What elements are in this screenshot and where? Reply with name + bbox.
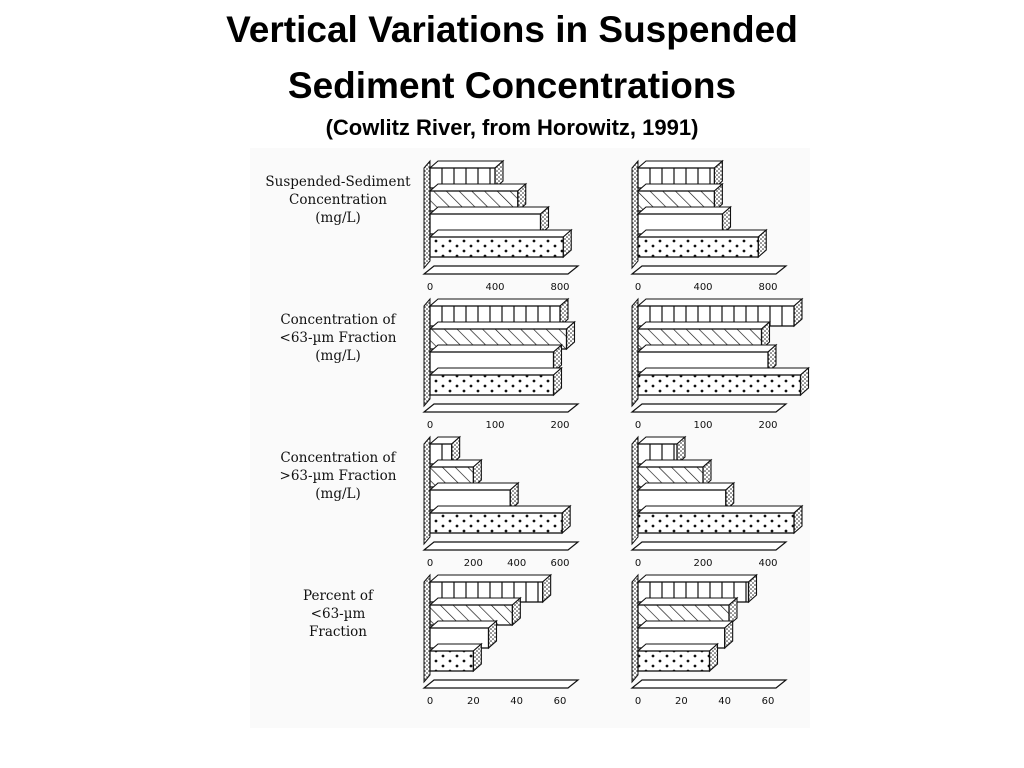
x-tick-label: 20 bbox=[466, 696, 480, 707]
x-tick-label: 0 bbox=[426, 282, 434, 293]
panel-r4-p2 bbox=[632, 575, 786, 707]
row-label-line: (mg/L) bbox=[315, 210, 361, 226]
bar-top-face bbox=[638, 621, 733, 628]
x-tick-label: 400 bbox=[758, 558, 778, 569]
panel-floor bbox=[632, 542, 786, 550]
bar bbox=[638, 506, 802, 533]
bar-front-face bbox=[638, 651, 710, 671]
x-tick-label: 400 bbox=[507, 558, 527, 569]
slide-title-line-1: Vertical Variations in Suspended bbox=[226, 9, 798, 50]
scanned-figure bbox=[250, 148, 810, 728]
bar-top-face bbox=[430, 345, 562, 352]
bar-front-face bbox=[430, 237, 563, 257]
panel-floor bbox=[632, 404, 786, 412]
panel-floor bbox=[424, 680, 578, 688]
row-label-line: Percent of bbox=[302, 588, 374, 604]
bar-front-face bbox=[430, 513, 562, 533]
x-tick-label: 100 bbox=[485, 420, 505, 431]
bar-top-face bbox=[430, 598, 520, 605]
bar-top-face bbox=[430, 506, 570, 513]
x-tick-label: 200 bbox=[693, 558, 713, 569]
row-label-line: (mg/L) bbox=[315, 486, 361, 502]
bar-top-face bbox=[638, 460, 711, 467]
row-label-line: <63-µm bbox=[310, 606, 366, 622]
bar-top-face bbox=[430, 575, 551, 582]
bar-top-face bbox=[430, 299, 568, 306]
bar-top-face bbox=[638, 483, 734, 490]
panel-floor bbox=[632, 266, 786, 274]
bar-chart-grid bbox=[250, 148, 810, 728]
bar-top-face bbox=[638, 368, 809, 375]
row-label-4 bbox=[303, 588, 374, 640]
x-tick-label: 0 bbox=[634, 420, 642, 431]
bar-top-face bbox=[430, 322, 575, 329]
bar bbox=[430, 644, 481, 671]
row-label-line: Concentration bbox=[289, 192, 387, 208]
panel-floor bbox=[424, 404, 578, 412]
row-label-line: Concentration of bbox=[280, 450, 396, 466]
bar-top-face bbox=[638, 322, 770, 329]
panel-r1-p2 bbox=[632, 161, 786, 293]
panel-r2-p1 bbox=[424, 299, 578, 431]
x-tick-label: 20 bbox=[674, 696, 688, 707]
bar-top-face bbox=[638, 161, 722, 168]
bar-top-face bbox=[638, 207, 731, 214]
row-label-line: >63-µm Fraction bbox=[279, 468, 397, 484]
slide-subtitle: (Cowlitz River, from Horowitz, 1991) bbox=[325, 115, 699, 140]
x-tick-label: 200 bbox=[463, 558, 483, 569]
bar bbox=[430, 230, 571, 257]
bar-front-face bbox=[638, 375, 801, 395]
row-label-2 bbox=[280, 312, 397, 364]
x-tick-label: 40 bbox=[510, 696, 524, 707]
panel-r3-p1 bbox=[424, 437, 578, 569]
row-label-line: Suspended-Sediment bbox=[265, 174, 411, 190]
bar-top-face bbox=[430, 483, 518, 490]
row-label-line: <63-µm Fraction bbox=[279, 330, 397, 346]
x-tick-label: 600 bbox=[550, 558, 570, 569]
bar bbox=[638, 644, 718, 671]
panel-floor bbox=[424, 542, 578, 550]
panel-r3-p2 bbox=[632, 437, 802, 569]
bar-front-face bbox=[638, 237, 758, 257]
x-tick-label: 100 bbox=[693, 420, 713, 431]
bar-top-face bbox=[638, 184, 722, 191]
bar-top-face bbox=[430, 460, 481, 467]
row-label-line: Concentration of bbox=[280, 312, 396, 328]
x-tick-label: 40 bbox=[718, 696, 732, 707]
x-tick-label: 800 bbox=[550, 282, 570, 293]
x-tick-label: 800 bbox=[758, 282, 778, 293]
bar-top-face bbox=[430, 230, 571, 237]
bar-front-face bbox=[638, 513, 794, 533]
bar-top-face bbox=[430, 621, 497, 628]
bar-top-face bbox=[638, 644, 718, 651]
x-tick-label: 0 bbox=[426, 420, 434, 431]
row-label-3 bbox=[280, 450, 397, 502]
x-tick-label: 400 bbox=[693, 282, 713, 293]
x-tick-label: 60 bbox=[761, 696, 775, 707]
x-tick-label: 400 bbox=[485, 282, 505, 293]
x-tick-label: 0 bbox=[634, 282, 642, 293]
bar-top-face bbox=[638, 230, 766, 237]
slide-title-line-2: Sediment Concentrations bbox=[287, 65, 737, 106]
row-label-line: (mg/L) bbox=[315, 348, 361, 364]
bar bbox=[638, 368, 809, 395]
x-tick-label: 200 bbox=[550, 420, 570, 431]
bar-top-face bbox=[430, 161, 503, 168]
panel-r4-p1 bbox=[424, 575, 578, 707]
row-label-line: Fraction bbox=[309, 624, 367, 640]
x-tick-label: 0 bbox=[426, 558, 434, 569]
bar-top-face bbox=[430, 207, 549, 214]
bar bbox=[430, 506, 570, 533]
bar bbox=[638, 230, 766, 257]
bar-top-face bbox=[638, 506, 802, 513]
row-label-1 bbox=[265, 174, 411, 226]
panel-r2-p2 bbox=[632, 299, 809, 431]
panel-floor bbox=[424, 266, 578, 274]
bar-front-face bbox=[430, 375, 554, 395]
bar-top-face bbox=[638, 598, 737, 605]
bar-front-face bbox=[430, 651, 473, 671]
x-tick-label: 60 bbox=[553, 696, 567, 707]
panel-r1-p1 bbox=[424, 161, 578, 293]
bar-top-face bbox=[430, 644, 481, 651]
bar-top-face bbox=[638, 299, 802, 306]
bar-top-face bbox=[430, 368, 562, 375]
bar-top-face bbox=[638, 345, 776, 352]
x-tick-label: 200 bbox=[758, 420, 778, 431]
panel-floor bbox=[632, 680, 786, 688]
bar-top-face bbox=[430, 184, 526, 191]
bar-top-face bbox=[638, 575, 757, 582]
x-tick-label: 0 bbox=[634, 558, 642, 569]
x-tick-label: 0 bbox=[634, 696, 642, 707]
bar bbox=[430, 368, 562, 395]
x-tick-label: 0 bbox=[426, 696, 434, 707]
